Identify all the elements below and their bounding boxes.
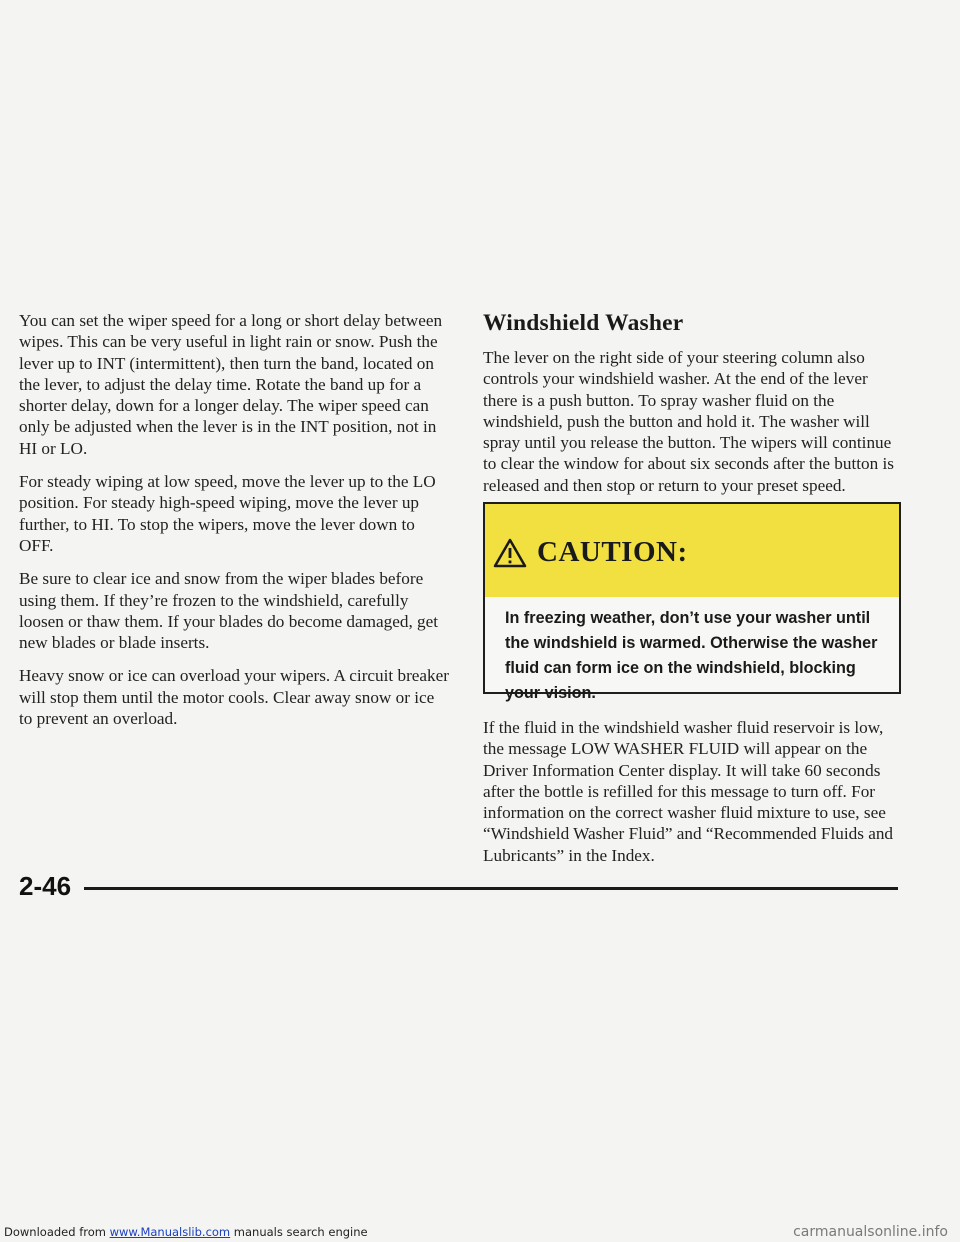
banner-prefix: Downloaded from [4,1225,110,1239]
right-column [483,310,903,508]
low-washer-fluid-section [483,717,903,878]
paragraph-low-washer-fluid: If the fluid in the windshield washer fluid reservoir is low, the message LOW WASHER FLUID will appear on the Driver Information Center display. It will take 60 seconds after the bottle is refilled for this message to turn off. For information on the correct washer fluid mixture to use, see “Windshield Washer Fluid” and “Recommended Fluids and Lubricants” in the Index. [483,718,894,865]
manualslib-link[interactable]: www.Manualslib.com [109,1225,231,1239]
site-watermark: carmanualsonline.info [793,1224,948,1240]
footer-divider [84,887,898,890]
caution-header [485,504,899,597]
paragraph-washer-intro: The lever on the right side of your steering column also controls your windshield washer. At the end of the lever there is a push button. To spray washer fluid on the windshield, push the button and hold it. The washer will spray until you release the button. The wipers will continue to clear the window for about six seconds after the button is released and then stop or return to your preset speed. [483,348,894,495]
caution-box [483,502,901,702]
paragraph-overload: Heavy snow or ice can overload your wipers. A circuit breaker will stop them until the motor cools. Clear away snow or ice to prevent an overload. [19,666,450,729]
paragraph-wiper-delay: You can set the wiper speed for a long or short delay between wipes. This can be very useful in light rain or snow. Push the lever up to INT (intermittent), then turn the band, located on the lever, to adjust the delay time. Rotate the band up for a shorter delay, down for a longer delay. The wiper speed can only be adjusted when the lever is in the INT position, not in HI or LO. [19,311,443,458]
warning-triangle-icon [493,538,527,568]
banner-suffix: manuals search engine [230,1225,368,1239]
caution-title: CAUTION: [537,536,688,568]
paragraph-steady-wiping: For steady wiping at low speed, move the lever up to the LO position. For steady high-speed wiping, move the lever up further, to HI. To stop the wipers, move the lever down to OFF. [19,472,436,555]
page-number: 2-46 [19,871,72,901]
left-column [19,310,451,741]
paragraph-clear-ice: Be sure to clear ice and snow from the wiper blades before using them. If they’re frozen to the windshield, carefully loosen or thaw them. If your blades do become damaged, get new blades or blade inserts. [19,569,439,653]
section-heading: Windshield Washer [483,310,684,336]
caution-text: In freezing weather, don’t use your washer until the windshield is warmed. Otherwise the washer fluid can form ice on the windshield, blocking your vision. [505,609,878,702]
